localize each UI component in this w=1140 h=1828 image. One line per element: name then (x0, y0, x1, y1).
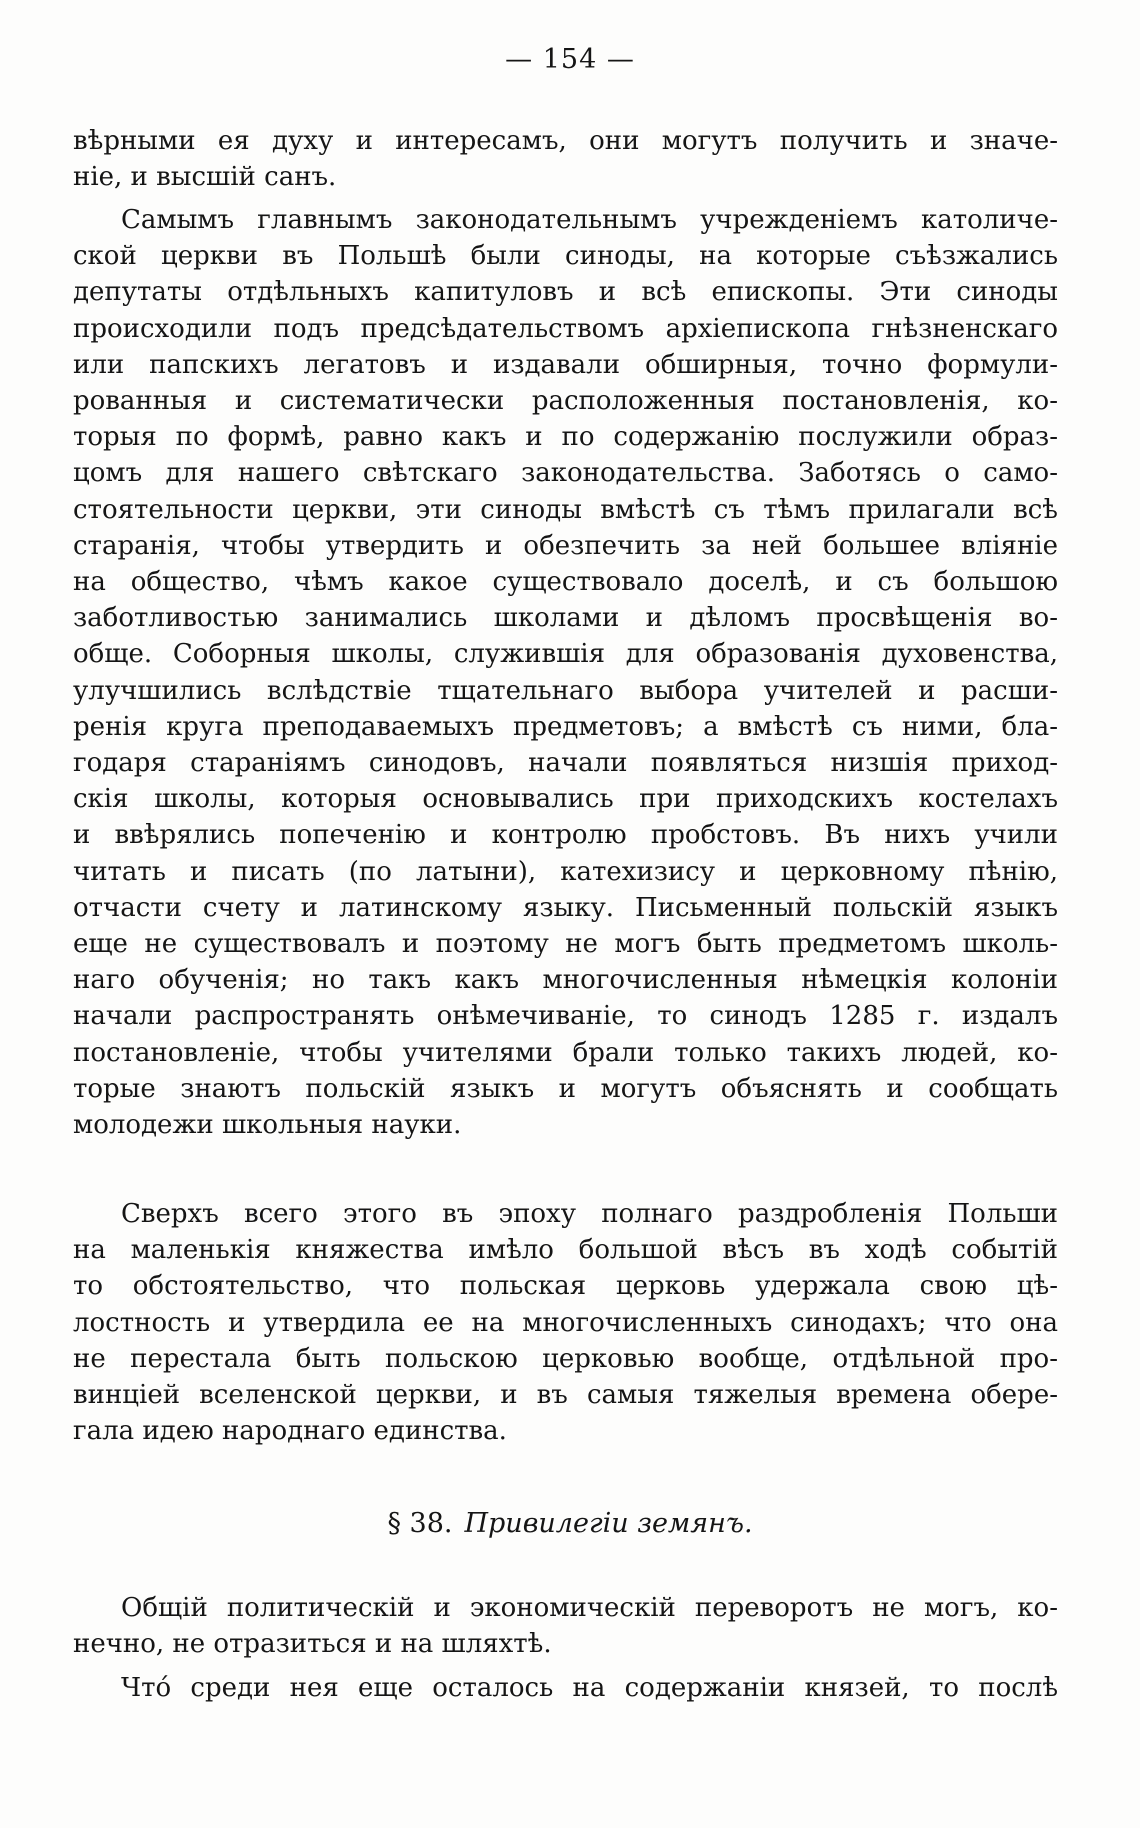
text-line: ской церкви въ Польшѣ были синоды, на которые съѣзжались (73, 241, 1058, 272)
text-line: стоятельности церкви, эти синоды вмѣстѣ съ тѣмъ прилагали всѣ (73, 494, 1058, 525)
text-line: винцiей вселенской церкви, и въ самыя тяжелыя времена обере- (73, 1380, 1058, 1411)
text-line: депутаты отдѣльныхъ капитуловъ и всѣ епископы. Эти синоды (73, 277, 1058, 308)
text-line: постановленiе, чтобы учителями брали только такихъ людей, ко- (73, 1037, 1058, 1068)
text-line: гала идею народнаго единства. (73, 1416, 507, 1447)
text-line: улучшились вслѣдствiе тщательнаго выбора учителей и расши- (73, 675, 1058, 706)
text-line: Чтó среди нея еще осталось на содержанiи князей, то послѣ (121, 1673, 1058, 1703)
paragraph-2 (73, 202, 1058, 1143)
text-line: ренiя круга преподаваемыхъ предметовъ; а вмѣстѣ съ ними, бла- (73, 711, 1058, 742)
text-line: Самымъ главнымъ законодательнымъ учрежденiемъ католиче- (121, 205, 1058, 235)
text-line: на маленькiя княжества имѣло большой вѣсъ въ ходѣ событiй (73, 1235, 1058, 1266)
paragraph-3 (73, 1196, 1058, 1449)
section-number: § 38. (387, 1508, 453, 1539)
text-line: происходили подъ предсѣдательствомъ архiепископа гнѣзненскаго (73, 313, 1058, 344)
text-line: обще. Соборныя школы, служившiя для образованiя духовенства, (73, 639, 1058, 670)
paragraph-4 (73, 1590, 1058, 1662)
text-line: нiе, и высшiй санъ. (73, 162, 337, 193)
text-line: то обстоятельство, что польская церковь удержала свою цѣ- (73, 1271, 1058, 1302)
text-line: торые знаютъ польскiй языкъ и могутъ объяснять и сообщать (73, 1073, 1058, 1104)
text-line: еще не существовалъ и поэтому не могъ быть предметомъ школь- (73, 929, 1058, 960)
text-line: лостность и утвердила ее на многочисленныхъ синодахъ; что она (73, 1307, 1058, 1338)
text-line: вѣрными ея духу и интересамъ, они могутъ получить и значе- (73, 126, 1058, 156)
text-line: рованныя и систематически расположенныя постановленiя, ко- (73, 386, 1058, 417)
text-line: старанiя, чтобы утвердить и обезпечить за ней большее влiянiе (73, 530, 1058, 561)
text-line: годаря старанiямъ синодовъ, начали появляться низшiя приход- (73, 748, 1058, 779)
text-line: нечно, не отразиться и на шляхтѣ. (73, 1629, 552, 1660)
text-line: на общество, чѣмъ какое существовало доселѣ, и съ большою (73, 567, 1058, 598)
paragraph-1 (73, 123, 1058, 195)
text-line: заботливостью занимались школами и дѣломъ просвѣщенiя во- (73, 603, 1058, 634)
section-title: Привилегiи земянъ. (464, 1508, 753, 1539)
text-line: не перестала быть польскою церковью вообще, отдѣльной про- (73, 1343, 1058, 1374)
text-line: Сверхъ всего этого въ эпоху полнаго раздробленiя Польши (121, 1199, 1058, 1229)
text-line: и ввѣрялись попеченiю и контролю пробстовъ. Въ нихъ учили (73, 820, 1058, 851)
text-line: наго обученiя; но такъ какъ многочисленныя нѣмецкiя колонiи (73, 965, 1058, 996)
text-line: начали распространять онѣмечиванiе, то синодъ 1285 г. издалъ (73, 1001, 1058, 1032)
text-line: или папскихъ легатовъ и издавали обширныя, точно формули- (73, 349, 1058, 380)
text-line: молодежи школьныя науки. (73, 1110, 462, 1141)
text-line: Общiй политическiй и экономическiй переворотъ не могъ, ко- (121, 1593, 1058, 1623)
text-line: цомъ для нашего свѣтскаго законодательства. Заботясь о само- (73, 458, 1058, 489)
paragraph-5 (73, 1670, 1058, 1706)
text-line: читать и писать (по латыни), катехизису и церковному пѣнiю, (73, 856, 1058, 887)
section-heading (0, 1508, 1140, 1539)
page-number: — 154 — (505, 44, 635, 75)
text-line: отчасти счету и латинскому языку. Письменный польскiй языкъ (73, 892, 1058, 923)
text-line: скiя школы, которыя основывались при приходскихъ костелахъ (73, 784, 1058, 815)
text-line: торыя по формѣ, равно какъ и по содержанiю послужили образ- (73, 422, 1058, 453)
